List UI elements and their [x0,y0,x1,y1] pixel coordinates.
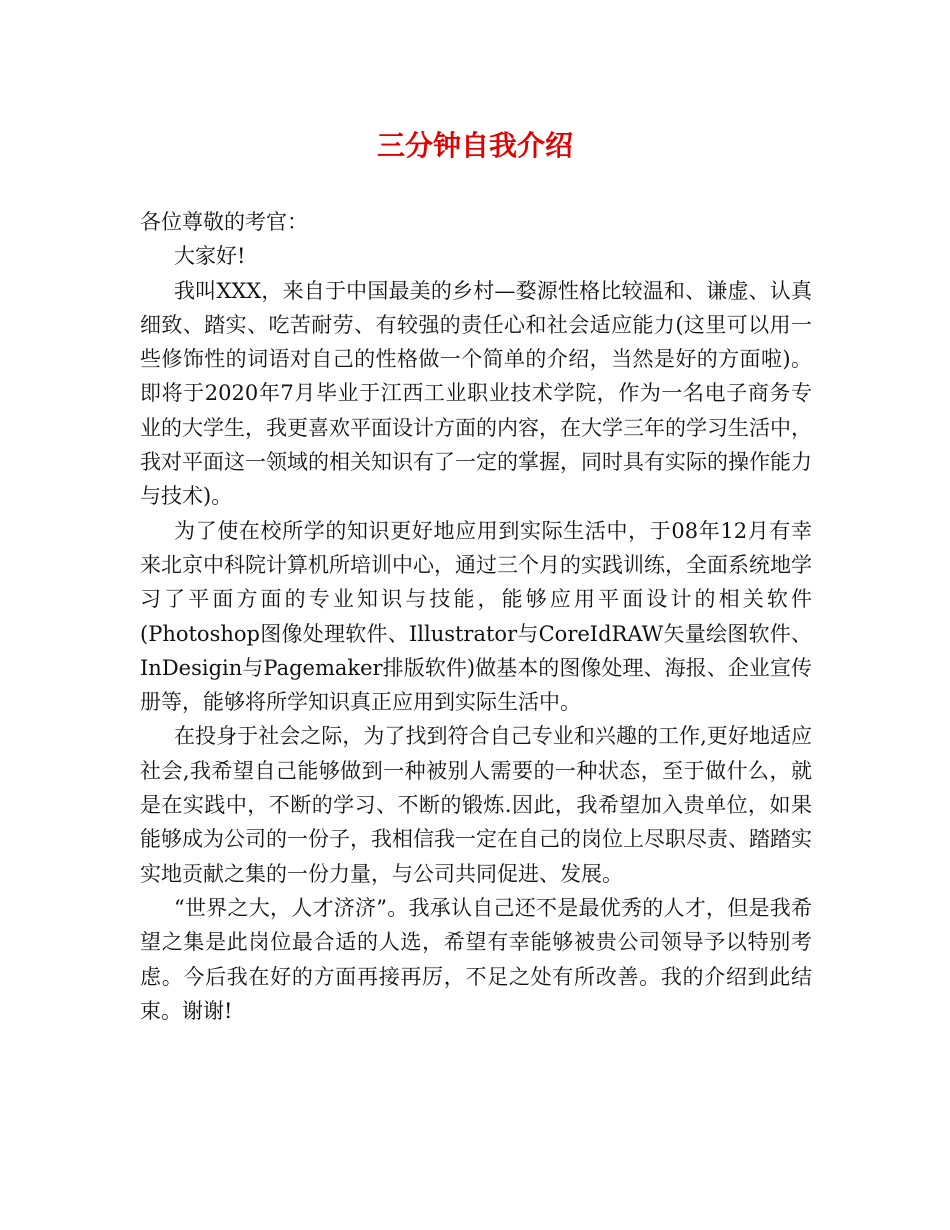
paragraph-aspiration: 在投身于社会之际，为了找到符合自己专业和兴趣的工作,更好地适应社会,我希望自己能够做到一种被别人需要的一种状态，至于做什么，就是在实践中，不断的学习、不断的锻炼.因此，我希望加入贵单位，如果能够成为公司的一份子，我相信我一定在自己的岗位上尽职尽责、踏踏实实地贡献之集的一份力量，与公司共同促进、发展。 [140,724,812,886]
paragraph-introduction: 我叫XXX，来自于中国最美的乡村—婺源性格比较温和、谦虚、认真细致、踏实、吃苦耐劳、有较强的责任心和社会适应能力(这里可以用一些修饰性的词语对自己的性格做一个简单的介绍，当然是好的方面啦)。即将于2020年7月毕业于江西工业职业技术学院，作为一名电子商务专业的大学生，我更喜欢平面设计方面的内容，在大学三年的学习生活中，我对平面这一领域的相关知识有了一定的掌握，同时具有实际的操作能力与技术)。 [140,278,812,509]
salutation: 各位尊敬的考官： [140,210,308,234]
greeting: 大家好! [174,244,246,269]
paragraph-closing: “世界之大，人才济济”。我承认自己还不是最优秀的人才，但是我希望之集是此岗位最合适的人选，希望有幸能够被贵公司领导予以特别考虑。今后我在好的方面再接再厉，不足之处有所改善。我的介绍到此结束。谢谢! [140,895,812,1023]
document-title: 三分钟自我介绍 [376,129,573,162]
paragraph-training: 为了使在校所学的知识更好地应用到实际生活中，于08年12月有幸来北京中科院计算机所培训中心，通过三个月的实践训练，全面系统地学习了平面方面的专业知识与技能，能够应用平面设计的相关软件(Photoshop图像处理软件、Illustrator与CoreIdRAW矢量绘图软件、InDesigin与Pagemaker排版软件)做基本的图像处理、海报、企业宣传册等，能够将所学知识真正应用到实际生活中。 [140,518,812,715]
document-body [140,205,812,1028]
